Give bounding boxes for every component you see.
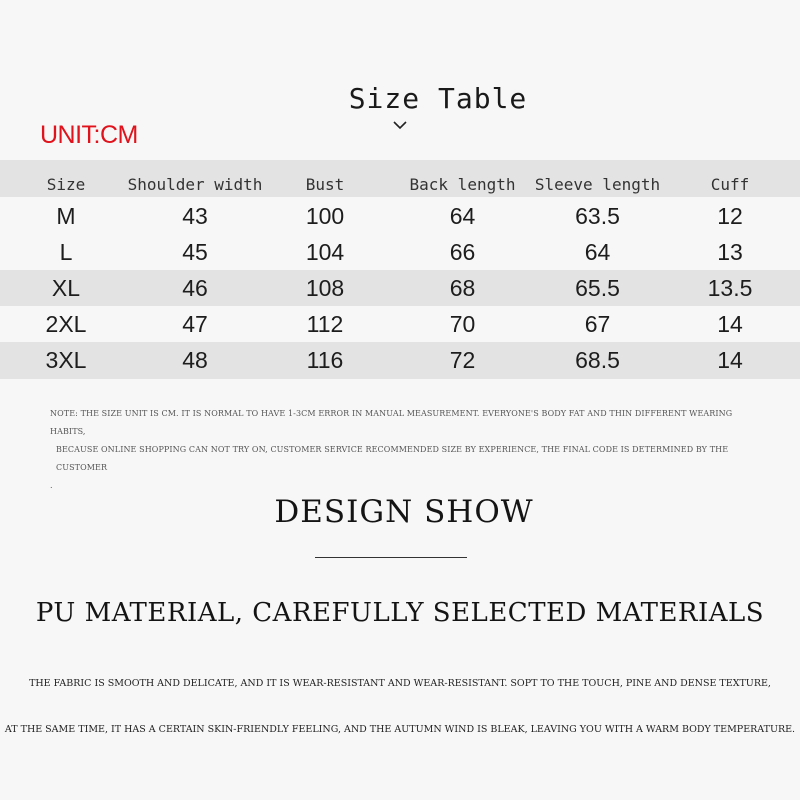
table-cell: 46 [182, 274, 208, 301]
table-cell: 104 [305, 239, 345, 265]
table-cell: 12 [717, 202, 743, 229]
header-cell: Sleeve length [534, 175, 661, 194]
table-cell: 72 [449, 347, 476, 373]
table-cell: 68.5 [575, 347, 620, 373]
table-cell: M [56, 202, 76, 229]
table-cell: 68 [449, 274, 476, 301]
table-row [0, 270, 800, 306]
chevron-down-icon [392, 120, 408, 130]
header-cell: Bust [305, 175, 345, 194]
size-table [0, 160, 800, 379]
table-cell: 108 [305, 274, 345, 301]
table-cell: 48 [182, 347, 208, 373]
table-cell: 45 [182, 239, 208, 265]
table-row [0, 342, 800, 379]
table-cell: 64 [449, 202, 476, 229]
table-cell: 13 [717, 239, 743, 265]
note-line: . [50, 481, 53, 490]
table-cell: 100 [305, 202, 345, 229]
table-cell: 63.5 [575, 202, 620, 229]
header-cell: Back length [409, 175, 516, 194]
material-description: THE FABRIC IS SMOOTH AND DELICATE, AND IT IS WEAR-RESISTANT AND WEAR-RESISTANT. SOPT TO THE TOUCH, PINE AND DENSE TEXTURE, [29, 678, 771, 689]
table-cell: L [59, 239, 73, 265]
table-cell: 65.5 [575, 274, 620, 301]
table-row [0, 235, 800, 270]
table-cell: 116 [306, 347, 344, 373]
divider [315, 557, 467, 558]
size-note [50, 405, 770, 495]
table-cell: 14 [717, 310, 743, 337]
table-cell: 64 [584, 239, 611, 265]
header-cell: Size [46, 175, 86, 194]
table-cell: XL [51, 274, 81, 301]
table-row [0, 306, 800, 342]
table-cell: 70 [449, 310, 476, 337]
table-cell: 14 [717, 347, 743, 373]
note-line: BECAUSE ONLINE SHOPPING CAN NOT TRY ON, CUSTOMER SERVICE RECOMMENDED SIZE BY EXPERIENCE, THE FINAL CODE IS DETERMINED BY THE CUSTOMER [56, 445, 729, 472]
table-cell: 3XL [45, 347, 87, 373]
header-cell: Shoulder width [127, 175, 263, 194]
size-table-title: Size Table [348, 82, 528, 115]
material-heading: PU MATERIAL, CAREFULLY SELECTED MATERIALS [35, 598, 765, 628]
table-row [0, 197, 800, 235]
material-description: AT THE SAME TIME, IT HAS A CERTAIN SKIN-FRIENDLY FEELING, AND THE AUTUMN WIND IS BLEAK, LEAVING YOU WITH A WARM BODY TEMPERATURE. [4, 724, 796, 735]
note-line: NOTE: THE SIZE UNIT IS CM. IT IS NORMAL TO HAVE 1-3CM ERROR IN MANUAL MEASUREMENT. EVERYONE'S BODY FAT AND THIN DIFFERENT WEARING HABITS, [50, 409, 733, 436]
unit-label: UNIT:CM [40, 121, 138, 149]
header-cell: Cuff [710, 175, 750, 194]
table-cell: 13.5 [707, 274, 753, 301]
table-cell: 2XL [45, 310, 87, 337]
table-cell: 66 [449, 239, 476, 265]
table-cell: 47 [182, 310, 208, 337]
table-cell: 67 [584, 310, 611, 337]
table-cell: 43 [182, 202, 208, 229]
design-show-heading: DESIGN SHOW [274, 494, 534, 530]
table-cell: 112 [306, 310, 344, 337]
table-header-row [0, 160, 800, 197]
